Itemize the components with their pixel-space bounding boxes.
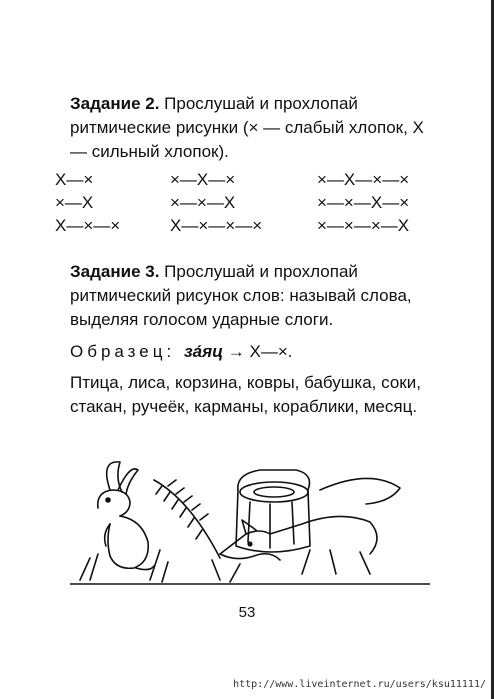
fern-drawing [154, 480, 220, 558]
watermark-url: http://www.liveinternet.ru/users/ksu11111/ [233, 679, 486, 690]
rhythm-patterns [55, 168, 445, 237]
word-list: Птица, лиса, корзина, ковры, бабушка, соки, стакан, ручеёк, карманы, кораблики, месяц. [70, 373, 421, 416]
rhythm-pattern: ×—X [55, 193, 94, 212]
page-number: 53 [238, 604, 256, 621]
rhythm-pattern: ×—X—×—× [317, 170, 410, 189]
rhythm-row [55, 214, 445, 237]
sample-label: Образец: [70, 342, 176, 361]
sample-word: за́яц [183, 342, 224, 361]
hare-fox-illustration [70, 450, 430, 590]
task-2 [70, 92, 440, 164]
task-3-text: Прослушай и прохлопай ритмический рисунок слов: называй слова, выделяя голосом ударные слоги. [70, 262, 412, 329]
rhythm-pattern: X—×—× [55, 216, 121, 235]
rhythm-row [55, 191, 445, 214]
rhythm-row [55, 168, 445, 191]
hare-drawing [98, 462, 154, 570]
rhythm-pattern: ×—×—X [170, 193, 236, 212]
task-3 [70, 260, 440, 332]
tree-stump-drawing [236, 470, 310, 552]
task-2-text: Прослушай и прохлопай ритмические рисунки (× — слабый хлопок, X — сильный хлопок). [70, 94, 424, 161]
task-3-title: Задание 3. [70, 262, 160, 281]
rhythm-pattern: X—× [55, 170, 94, 189]
sample-line [70, 340, 293, 364]
rhythm-pattern: ×—X—× [170, 170, 236, 189]
rhythm-pattern: X—×—×—× [170, 216, 263, 235]
rhythm-pattern: ×—×—×—X [317, 216, 410, 235]
task-2-title: Задание 2. [70, 94, 160, 113]
rhythm-pattern: ×—×—X—× [317, 193, 410, 212]
sample-pattern: → X—×. [227, 342, 293, 361]
